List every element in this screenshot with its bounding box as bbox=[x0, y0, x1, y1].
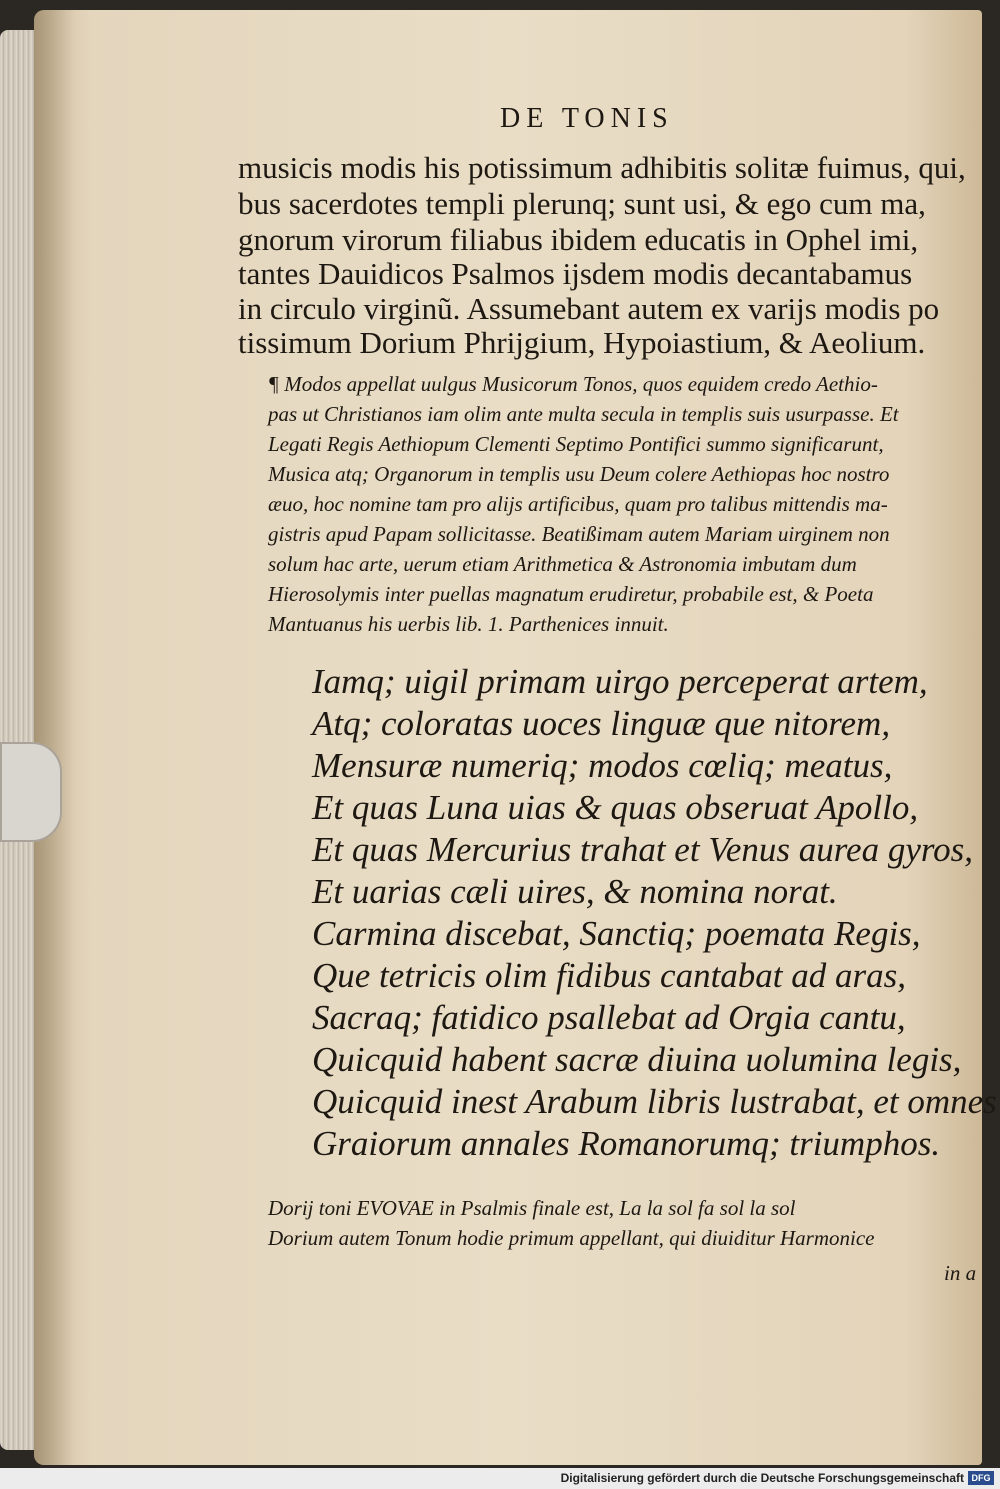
note-line: ¶ Modos appellat uulgus Musicorum Tonos, quos equidem credo Aethio- bbox=[268, 372, 878, 396]
note-line: Mantuanus his uerbis lib. 1. Parthenices innuit. bbox=[268, 612, 669, 636]
body-line: bus sacerdotes templi plerunq; sunt usi, & ego cum ma, bbox=[238, 186, 926, 221]
verse-line: Mensuræ numeriq; modos cœliq; meatus, bbox=[312, 746, 893, 785]
verse-line: Quicquid habent sacræ diuina uolumina legis, bbox=[312, 1040, 962, 1079]
verse-line: Que tetricis olim fidibus cantabat ad aras, bbox=[312, 956, 907, 995]
running-header: DE TONIS bbox=[500, 103, 674, 134]
page-gutter-shadow bbox=[34, 10, 74, 1465]
note-line: pas ut Christianos iam olim ante multa secula in templis suis usurpasse. Et bbox=[268, 402, 899, 426]
note-line: Musica atq; Organorum in templis usu Deum colere Aethiopas hoc nostro bbox=[268, 462, 890, 486]
verse-line: Carmina discebat, Sanctiq; poemata Regis, bbox=[312, 914, 921, 953]
note-line: æuo, hoc nomine tam pro alijs artificibus, quam pro talibus mittendis ma- bbox=[268, 492, 888, 516]
verse-line: Et uarias cæli uires, & nomina norat. bbox=[312, 872, 838, 911]
note-line: Legati Regis Aethiopum Clementi Septimo Pontifici summo significarunt, bbox=[268, 432, 884, 456]
verse-line: Quicquid inest Arabum libris lustrabat, et omnes bbox=[312, 1082, 997, 1121]
body-line: gnorum virorum filiabus ibidem educatis in Ophel imi, bbox=[238, 222, 919, 257]
note-line: gistris apud Papam sollicitasse. Beatißimam autem Mariam uirginem non bbox=[268, 522, 890, 546]
dfg-credit-text: Digitalisierung gefördert durch die Deutsche Forschungsgemeinschaft bbox=[560, 1471, 964, 1485]
bookmark-tab[interactable] bbox=[0, 742, 62, 842]
verse-line: Atq; coloratas uoces linguæ que nitorem, bbox=[312, 704, 891, 743]
note-line: solum hac arte, uerum etiam Arithmetica & Astronomia imbutam dum bbox=[268, 552, 857, 576]
verse-line: Iamq; uigil primam uirgo perceperat artem, bbox=[312, 662, 928, 701]
body-line: tantes Dauidicos Psalmos ijsdem modis decantabamus bbox=[238, 256, 913, 291]
note-line: Hierosolymis inter puellas magnatum erudiretur, probabile est, & Poeta bbox=[268, 582, 874, 606]
dfg-logo-icon: DFG bbox=[968, 1471, 994, 1485]
body-line: tissimum Dorium Phrijgium, Hypoiastium, & Aeolium. bbox=[238, 325, 926, 360]
verse-line: Sacraq; fatidico psallebat ad Orgia cantu, bbox=[312, 998, 906, 1037]
foot-line: Dorij toni EVOVAE in Psalmis finale est, La la sol fa sol la sol bbox=[268, 1196, 796, 1220]
foot-line: Dorium autem Tonum hodie primum appellant, qui diuiditur Harmonice bbox=[268, 1226, 875, 1250]
verse-line: Et quas Luna uias & quas obseruat Apollo, bbox=[312, 788, 919, 827]
body-line: musicis modis his potissimum adhibitis solitæ fuimus, qui, bbox=[238, 150, 966, 185]
body-line: in circulo virginũ. Assumebant autem ex varijs modis po bbox=[238, 291, 940, 326]
catchword: in a bbox=[944, 1261, 977, 1285]
verse-line: Et quas Mercurius trahat et Venus aurea gyros, bbox=[312, 830, 974, 869]
verse-line: Graiorum annales Romanorumq; triumphos. bbox=[312, 1124, 941, 1163]
